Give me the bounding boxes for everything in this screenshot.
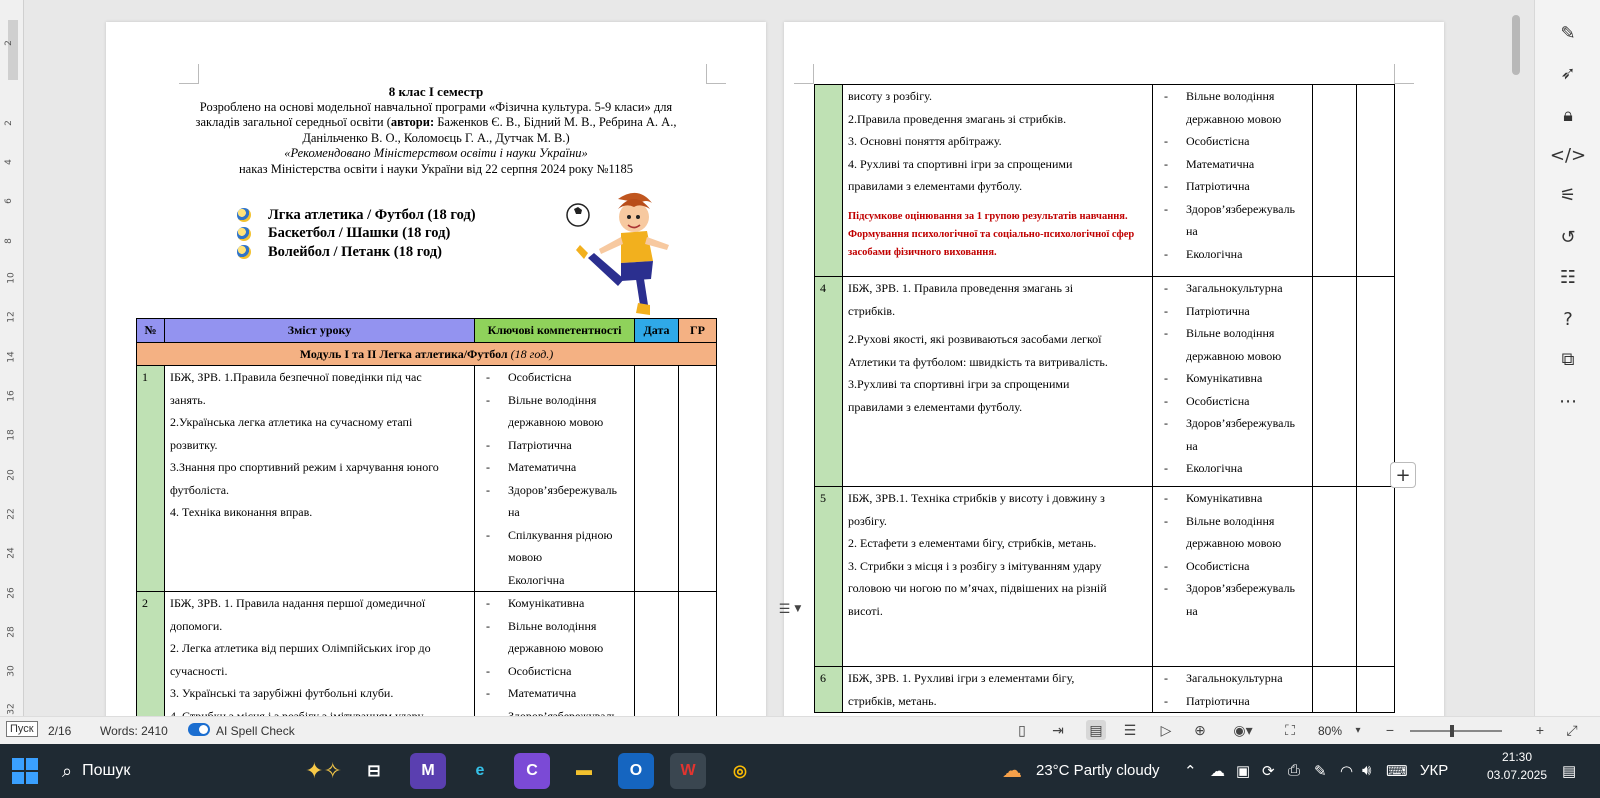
table-row	[137, 366, 717, 592]
row-competences-cell[interactable]	[475, 592, 635, 728]
windows-start-button[interactable]	[12, 758, 38, 784]
windows-taskbar	[0, 744, 1600, 798]
content-line: висоту з розбігу.	[848, 89, 932, 103]
competence-list	[480, 592, 629, 727]
ruler-number: 12	[6, 311, 17, 323]
header-text: Баженков Є. В., Бідний М. В., Ребрина А. А.,	[434, 115, 677, 129]
edit-pen-icon[interactable]: ✎	[1560, 22, 1576, 44]
lesson-plan-table-continued[interactable]	[814, 84, 1395, 713]
competence-item: - Вільне володіння	[1158, 322, 1307, 345]
volleyball-bullet-icon	[237, 245, 251, 259]
row-competences-cell[interactable]	[1153, 277, 1313, 487]
export-icon[interactable]: ⇥	[1052, 721, 1064, 738]
module-label: Волейбол / Петанк (18 год)	[268, 243, 442, 260]
competence-item: - Особистісна	[1158, 130, 1307, 153]
competence-item: - Математична	[1158, 153, 1307, 176]
content-line: ІБЖ, ЗРВ.1. Техніка стрибків у висоту і довжину з	[848, 491, 1105, 505]
content-line: 2.Українська легка атлетика на сучасному етапі	[170, 415, 413, 429]
row-gr-cell[interactable]	[679, 592, 717, 728]
plus-icon: +	[1395, 464, 1411, 486]
cloud-tray-icon[interactable]: ☁	[1210, 763, 1225, 780]
content-line: ІБЖ, ЗРВ. 1. Правила проведення змагань зі	[848, 281, 1074, 295]
volume-icon[interactable]: 🔊︎	[1362, 762, 1372, 779]
content-line: висоті.	[848, 603, 883, 618]
row-competences-cell[interactable]	[475, 366, 635, 592]
module-title-cell[interactable]	[137, 342, 717, 366]
row-number-cell[interactable]	[815, 85, 843, 277]
competence-item: - Екологічна	[1158, 243, 1307, 266]
competence-item: - Особистісна	[480, 660, 629, 683]
content-line: занять.	[170, 392, 206, 407]
scrollbar-thumb[interactable]	[1512, 15, 1520, 75]
row-content-cell[interactable]	[843, 487, 1153, 667]
ruler-number: 2	[3, 120, 14, 126]
competence-item: - Здоров’язбережуваль	[480, 479, 629, 502]
fullscreen-icon[interactable]: ⤢	[1566, 721, 1578, 738]
print-layout-icon[interactable]: ▤	[1086, 720, 1106, 740]
module-hours: (18 год.)	[510, 346, 554, 361]
document-page-1[interactable]	[106, 22, 766, 733]
row-content-cell[interactable]	[843, 85, 1153, 277]
module-item	[244, 206, 476, 225]
competence-item: державною мовою	[508, 415, 604, 429]
code-icon[interactable]: </>	[1549, 144, 1587, 166]
competence-item: державною мовою	[508, 641, 604, 655]
play-icon[interactable]: ▷	[1160, 721, 1172, 738]
competence-item: - Комунікативна	[1158, 487, 1307, 510]
printer-icon[interactable]: ⎙	[1288, 762, 1301, 779]
table-handle-button[interactable]	[770, 598, 810, 620]
content-line: футболіста.	[170, 482, 230, 497]
focus-mode-icon[interactable]: ▯	[1018, 721, 1026, 738]
sliders-icon[interactable]: ⚟	[1559, 184, 1577, 206]
table-row	[815, 277, 1395, 487]
start-tooltip: Пуск	[6, 721, 38, 737]
column-header-number: №	[137, 319, 165, 343]
help-icon[interactable]: ?	[1563, 308, 1573, 330]
zoom-slider-thumb[interactable]	[1450, 725, 1454, 737]
header-order-line: наказ Міністерства освіти і науки України від 22 серпня 2024 року №1185	[238, 161, 633, 176]
header-text: закладів загальної середньої освіти (	[195, 115, 391, 129]
competence-list	[1158, 667, 1307, 712]
content-line: 2.Правила проведення змагань зі стрибків.	[848, 111, 1067, 126]
competence-item: - Патріотична	[1158, 690, 1307, 713]
outline-view-icon[interactable]: ☰	[1123, 721, 1137, 738]
content-line: 4. Рухливі та спортивні ігри за спрощеними	[848, 156, 1073, 171]
content-line: 2. Легка атлетика від перших Олімпійських ігор до	[170, 641, 431, 655]
volleyball-bullet-icon	[237, 227, 251, 241]
competence-item: - Патріотична	[1158, 175, 1307, 198]
table-header-row	[137, 319, 717, 343]
outlook-icon[interactable]: O	[618, 753, 654, 789]
competence-list	[480, 366, 629, 591]
ruler-number: 14	[6, 351, 17, 363]
row-competences-cell[interactable]	[1153, 487, 1313, 667]
row-content-cell[interactable]	[165, 592, 475, 728]
weather-text[interactable]: 23°C Partly cloudy	[1036, 762, 1160, 779]
document-page-2[interactable]	[784, 22, 1444, 733]
page-indicator[interactable]: 2/16	[48, 724, 72, 738]
competence-item: - Екологічна	[1158, 457, 1307, 480]
document-title: 8 клас І семестр	[388, 84, 484, 99]
copilot-sparkle-icon: ✦✧	[305, 758, 342, 783]
meet-icon[interactable]: ▣	[1236, 763, 1251, 780]
taskbar-search[interactable]	[52, 752, 342, 790]
table-row	[815, 85, 1395, 277]
module-title: Модуль І та ІІ Легка атлетика/Футбол	[299, 346, 508, 361]
competence-item: - Здоров’язбережуваль	[1158, 412, 1307, 435]
content-line: допомоги.	[170, 618, 223, 633]
content-line: правилами з елементами футболу.	[848, 399, 1023, 414]
column-header-date: Дата	[635, 319, 679, 343]
row-content-cell[interactable]	[843, 667, 1153, 713]
zoom-dropdown-icon[interactable]: ▾	[1355, 724, 1361, 736]
content-line: 2.Рухові якості, які розвиваються засобами легкої	[848, 332, 1102, 346]
zoom-slider[interactable]	[1410, 730, 1502, 732]
module-list	[244, 206, 476, 262]
document-header	[166, 84, 706, 177]
row-date-cell[interactable]	[1313, 667, 1357, 713]
content-line: 2. Естафети з елементами бігу, стрибків, метань.	[848, 536, 1097, 550]
content-line: стрибків, метань.	[848, 693, 937, 708]
notifications-icon[interactable]: ▤	[1562, 763, 1577, 780]
lock-icon[interactable]: 🔒︎	[1563, 104, 1573, 126]
ruler-number: 32	[6, 703, 17, 715]
competence-item: - Особистісна	[480, 366, 629, 389]
crop-mark	[1394, 64, 1414, 84]
header-line: Розроблено на основі модельної навчальної програми «Фізична культура. 5-9 класи» для	[199, 99, 673, 114]
row-content-cell[interactable]	[165, 366, 475, 592]
competence-item: - Спілкування рідною	[480, 524, 629, 547]
competence-item: мовою	[508, 550, 543, 564]
ruler-number: 28	[6, 626, 17, 638]
content-line: сучасності.	[170, 663, 228, 678]
ruler-number: 22	[6, 508, 17, 520]
content-line: Атлетики та футболом: швидкість та витривалість.	[848, 354, 1108, 369]
copy-icon[interactable]: ⧉	[1561, 348, 1575, 370]
row-content-cell[interactable]	[843, 277, 1153, 487]
ruler-number: 2	[3, 40, 14, 46]
row-number-cell[interactable]: 4	[815, 277, 843, 487]
competence-item: - Вільне володіння	[1158, 85, 1307, 108]
header-recommendation: «Рекомендовано Міністерством освіти і науки України»	[284, 146, 588, 160]
competence-item: - Вільне володіння	[480, 389, 629, 412]
row-date-cell[interactable]	[1313, 277, 1357, 487]
document-canvas[interactable]	[24, 0, 1534, 733]
wps-office-icon[interactable]: W	[670, 753, 706, 789]
row-date-cell[interactable]	[635, 366, 679, 592]
content-line: 3.Знання про спортивний режим і харчування юного	[170, 460, 439, 474]
clock-time: 21:30	[1501, 750, 1533, 764]
crop-mark	[794, 64, 814, 84]
row-gr-cell[interactable]	[1357, 277, 1395, 487]
soccer-player-illustration	[566, 187, 676, 319]
right-tool-panel	[1534, 0, 1600, 733]
content-line: 3. Основні поняття арбітражу.	[848, 134, 1002, 148]
ruler-margin-marker[interactable]	[8, 20, 18, 80]
ruler-number: 6	[3, 198, 14, 204]
content-line: 3. Стрибки з місця і з розбігу з імітуванням удару	[848, 558, 1102, 573]
weather-icon[interactable]: ☁	[1002, 760, 1022, 782]
competence-list	[1158, 487, 1307, 622]
row-gr-cell[interactable]	[1357, 85, 1395, 277]
module-label: Баскетбол / Шашки (18 год)	[268, 225, 451, 242]
module-item	[244, 243, 476, 262]
spell-check-label: AI Spell Check	[216, 724, 295, 738]
ruler-number: 18	[6, 429, 17, 441]
select-cursor-icon[interactable]: ➶	[1560, 62, 1576, 84]
competence-item: на	[1186, 603, 1198, 618]
table-options-icon: ☰	[778, 601, 791, 617]
row-gr-cell[interactable]	[1357, 487, 1395, 667]
vertical-scrollbar[interactable]	[1510, 0, 1522, 733]
crop-mark	[706, 64, 726, 84]
module-label: Лгка атлетика / Футбол (18 год)	[268, 206, 476, 223]
content-line: ІБЖ, ЗРВ. 1. Рухливі ігри з елементами бігу,	[848, 671, 1075, 685]
wifi-icon[interactable]: ◠	[1340, 763, 1354, 780]
list-icon[interactable]: ☷	[1559, 266, 1577, 288]
row-number-cell[interactable]: 1	[137, 366, 165, 592]
row-number-cell[interactable]: 5	[815, 487, 843, 667]
ruler-number: 4	[3, 159, 14, 165]
content-line: 3. Українські та зарубіжні футбольні клуби.	[170, 686, 394, 700]
competence-item: державною мовою	[1186, 536, 1282, 550]
competence-list	[1158, 277, 1307, 480]
vertical-ruler[interactable]	[0, 0, 24, 733]
ruler-number: 8	[3, 238, 14, 244]
history-icon[interactable]: ↺	[1560, 226, 1576, 248]
row-date-cell[interactable]	[635, 592, 679, 728]
web-layout-icon[interactable]: ⊕	[1194, 721, 1206, 738]
content-line: 3.Рухливі та спортивні ігри за спрощеними	[848, 377, 1070, 391]
competence-item: - Загальнокультурна	[1158, 667, 1307, 690]
zoom-out-icon[interactable]: −	[1385, 722, 1395, 738]
competence-item: державною мовою	[1186, 111, 1282, 126]
add-row-button[interactable]	[1390, 462, 1416, 488]
word-count[interactable]: Words: 2410	[100, 724, 168, 738]
pen-icon[interactable]: ✎	[1314, 763, 1327, 780]
eye-view-icon[interactable]: ◉▾	[1233, 721, 1253, 738]
m365-app-icon[interactable]: M	[410, 753, 446, 789]
row-competences-cell[interactable]	[1153, 85, 1313, 277]
competence-item: державною мовою	[1186, 348, 1282, 363]
competence-item: Екологічна	[508, 572, 565, 587]
content-line: розвитку.	[170, 437, 218, 452]
chevron-down-icon: ▼	[794, 604, 802, 614]
ruler-number: 24	[6, 547, 17, 559]
ruler-number: 20	[6, 469, 17, 481]
ruler-number: 16	[6, 390, 17, 402]
competence-item: на	[1186, 438, 1198, 453]
status-bar	[0, 716, 1600, 744]
volleyball-bullet-icon	[237, 208, 251, 222]
competence-item: - Здоров’язбережуваль	[1158, 577, 1307, 600]
module-item	[244, 225, 476, 244]
competence-item: - Вільне володіння	[1158, 510, 1307, 533]
content-line: правилами з елементами футболу.	[848, 179, 1023, 193]
row-number-cell[interactable]: 2	[137, 592, 165, 728]
assessment-note: Підсумкове оцінювання за 1 групою результатів навчання. Формування психологічної та соціально-психологічної сфер засобами фізичного виховання.	[848, 210, 1135, 258]
column-header-gr: ГР	[679, 319, 717, 343]
competence-item: - Загальнокультурна	[1158, 277, 1307, 300]
spell-check-toggle[interactable]	[188, 723, 210, 736]
content-line: розбігу.	[848, 513, 887, 528]
content-line: 4. Техніка виконання вправ.	[170, 505, 313, 519]
header-line	[166, 115, 706, 131]
competence-item: - Особистісна	[1158, 390, 1307, 413]
column-header-competences: Ключові компетентності	[475, 319, 635, 343]
language-indicator[interactable]: УКР	[1420, 762, 1449, 779]
fit-page-icon[interactable]: ⛶	[1285, 721, 1295, 738]
system-clock[interactable]	[1482, 748, 1552, 784]
table-row	[815, 667, 1395, 713]
zoom-level[interactable]: 80%	[1318, 724, 1343, 738]
crop-mark	[179, 64, 199, 84]
competence-item: - Здоров’язбережуваль	[1158, 198, 1307, 221]
file-explorer-icon[interactable]: ▬	[576, 762, 592, 779]
competence-item: на	[1186, 224, 1198, 238]
content-line: ІБЖ, ЗРВ. 1. Правила надання першої домедичної	[170, 596, 426, 610]
zoom-in-icon[interactable]: +	[1535, 722, 1545, 738]
competence-item: - Патріотична	[480, 434, 629, 457]
row-gr-cell[interactable]	[1357, 667, 1395, 713]
ruler-number: 10	[6, 272, 17, 284]
chevron-up-icon[interactable]: ⌃	[1184, 763, 1197, 780]
clock-date: 03.07.2025	[1486, 768, 1548, 782]
competence-item: - Патріотична	[1158, 300, 1307, 323]
competence-item: - Комунікативна	[1158, 367, 1307, 390]
sync-icon[interactable]: ⟳	[1262, 763, 1275, 780]
competence-list	[1158, 85, 1307, 265]
content-line: стрибків.	[848, 303, 896, 318]
column-header-content: Зміст уроку	[165, 319, 475, 343]
edge-browser-icon[interactable]: e	[475, 762, 485, 779]
header-bold-text: автори:	[390, 115, 435, 129]
competence-item: на	[508, 505, 520, 519]
row-date-cell[interactable]	[1313, 85, 1357, 277]
competence-item: - Математична	[480, 456, 629, 479]
competence-item: - Комунікативна	[480, 592, 629, 615]
ruler-number: 30	[6, 665, 17, 677]
content-line: головою чи ногою по м’ячах, підвішених на різній	[848, 581, 1107, 595]
search-icon: ⌕	[62, 760, 73, 781]
search-placeholder: Пошук	[82, 762, 131, 779]
row-gr-cell[interactable]	[679, 366, 717, 592]
module-title-row	[137, 342, 717, 366]
header-line: Данільченко В. О., Коломоєць Г. А., Дутчак М. В.)	[302, 130, 570, 145]
copilot-app-icon[interactable]: C	[514, 753, 550, 789]
table-row	[815, 487, 1395, 667]
more-icon[interactable]: ⋯	[1559, 390, 1577, 412]
lesson-plan-table[interactable]	[136, 318, 717, 728]
competence-item: - Математична	[480, 682, 629, 705]
row-competences-cell[interactable]	[1153, 667, 1313, 713]
table-row	[137, 592, 717, 728]
content-line: ІБЖ, ЗРВ. 1.Правила безпечної поведінки під час	[170, 370, 422, 384]
keyboard-icon[interactable]: ⌨	[1386, 763, 1408, 780]
competence-item: - Особистісна	[1158, 555, 1307, 578]
competence-item: - Вільне володіння	[480, 615, 629, 638]
row-number-cell[interactable]: 6	[815, 667, 843, 713]
ruler-number: 26	[6, 587, 17, 599]
task-view-icon[interactable]: ⊟	[367, 763, 381, 780]
chrome-browser-icon[interactable]: ◎	[733, 763, 747, 780]
row-date-cell[interactable]	[1313, 487, 1357, 667]
